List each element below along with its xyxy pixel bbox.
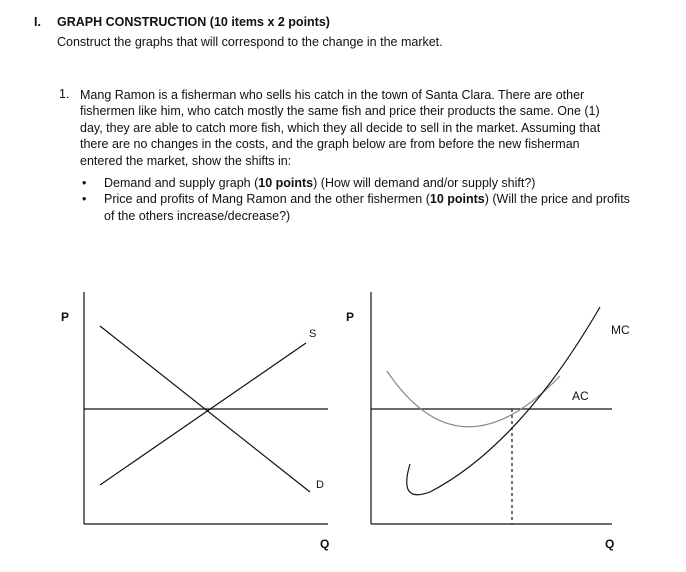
bullet-item-price-profits	[80, 191, 640, 224]
bullet-dot-icon: •	[82, 192, 87, 207]
item-number: 1.	[59, 87, 70, 101]
right-y-axis-label: P	[346, 310, 355, 324]
supply-demand-graph	[84, 292, 328, 524]
section-number: I.	[34, 15, 41, 29]
left-x-axis-label: Q	[320, 537, 330, 551]
section-title: GRAPH CONSTRUCTION (10 items x 2 points)	[57, 15, 330, 29]
paragraph-line: fishermen like him, who catch mostly the same fish and price their products the same. One (1)	[80, 104, 600, 119]
firm-cost-graph	[371, 292, 612, 524]
marginal-cost-curve	[407, 307, 600, 495]
average-cost-curve	[387, 371, 560, 427]
bullet-text: ) (Will the price and profits of the others increase/decrease?)	[104, 192, 630, 223]
demand-label: D	[316, 479, 324, 491]
bullet-item-demand-supply	[80, 175, 640, 191]
paragraph-line: day, they are able to catch more fish, which they all decide to sell in the market. Assuming that	[80, 120, 601, 135]
bullet-text: ) (How will demand and/or supply shift?)	[313, 176, 536, 190]
bullet-points: 10 points	[258, 176, 314, 190]
mc-label: MC	[611, 323, 630, 337]
bullet-text: Demand and supply graph (	[104, 176, 259, 190]
left-y-axis-label: P	[61, 310, 70, 324]
bullet-dot-icon: •	[82, 176, 87, 190]
paragraph-line: Mang Ramon is a fisherman who sells his catch in the town of Santa Clara. There are other	[80, 88, 585, 102]
graphs-figure	[0, 280, 686, 572]
supply-label: S	[309, 328, 317, 340]
paragraph-line: there are no changes in the costs, and the graph below are from before the new fisherman	[80, 137, 580, 152]
item-paragraph	[80, 87, 646, 169]
paragraph-line: entered the market, show the shifts in:	[80, 153, 292, 168]
bullet-text: Price and profits of Mang Ramon and the other fishermen (	[104, 192, 430, 207]
section-instruction: Construct the graphs that will correspond to the change in the market.	[57, 35, 443, 49]
right-x-axis-label: Q	[605, 537, 615, 551]
bullet-points: 10 points	[429, 192, 485, 207]
ac-label: AC	[572, 389, 589, 403]
bullet-list	[80, 175, 640, 224]
